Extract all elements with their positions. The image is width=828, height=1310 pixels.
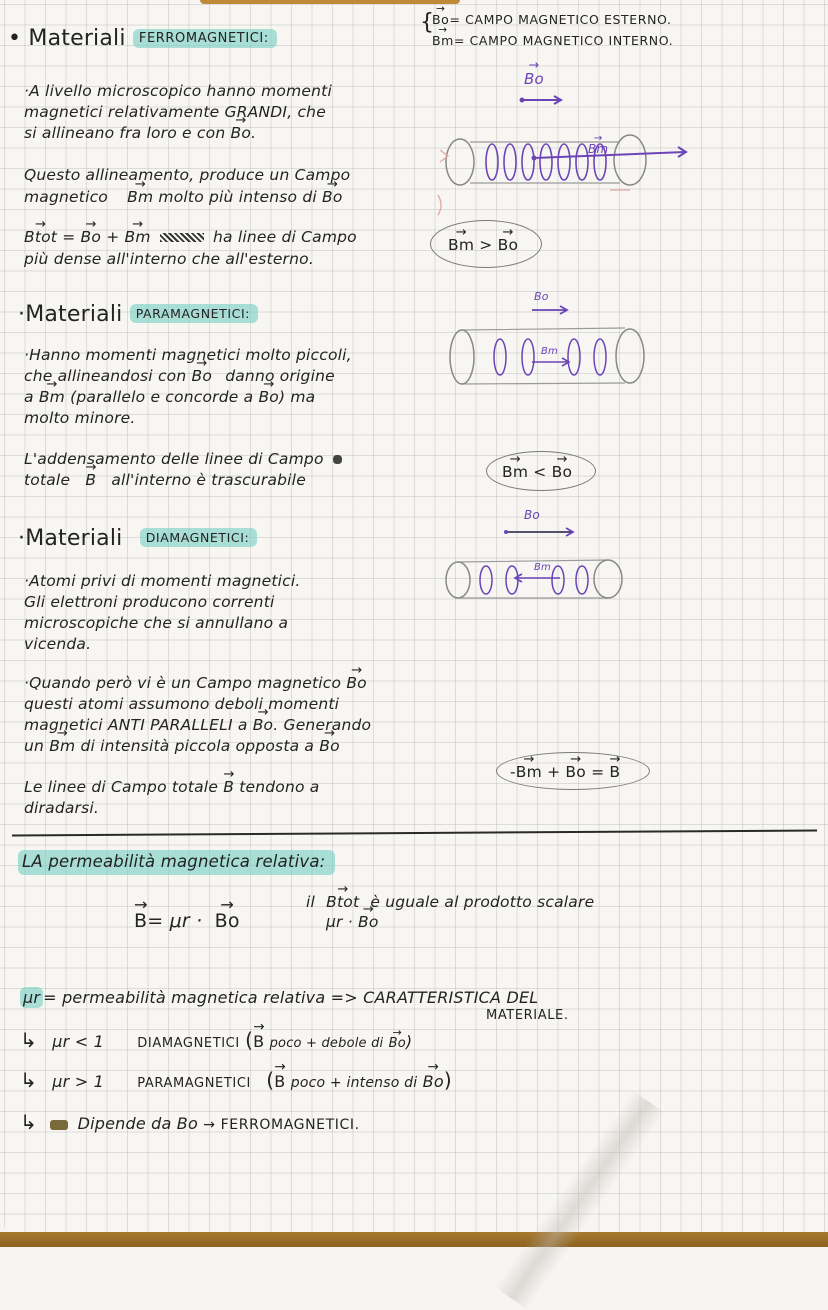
- ferro-p1-l3: [24, 124, 256, 142]
- vector-b0: → Bo: [358, 913, 379, 931]
- para-b0-label: Bo: [534, 290, 549, 303]
- ferro-p2-l1: Questo allineamento, produce un Campo: [24, 166, 351, 184]
- vector-b0: → Bo: [81, 228, 102, 246]
- vector-bm: → Bm: [502, 463, 528, 481]
- period: .: [251, 124, 257, 142]
- text: μr ·: [326, 913, 353, 931]
- dia-highlight: DIAMAGNETICI:: [140, 528, 258, 547]
- desk-edge-top: [200, 0, 460, 4]
- dia-bm-label: Bm: [534, 562, 552, 573]
- text: che allineandosi con: [24, 367, 187, 385]
- dia-relation: [510, 763, 620, 781]
- condition: μr > 1: [52, 1072, 104, 1091]
- brace-icon: {: [420, 10, 435, 35]
- vector-b0: → Bo: [423, 1072, 444, 1091]
- para-p2-l1: [24, 450, 342, 468]
- branch-arrow-icon: ↳: [20, 1068, 37, 1092]
- condition: μr < 1: [52, 1032, 104, 1051]
- vector-bm: → Bm: [127, 188, 153, 206]
- ferro-p1-l1: ·A livello microscopico hanno momenti: [24, 82, 332, 100]
- vector-b0: → Bo: [498, 236, 519, 254]
- legend-b0-definition: = CAMPO MAGNETICO ESTERNO.: [449, 12, 672, 27]
- text: all'interno è trascurabile: [111, 471, 306, 489]
- ferro-p3-l1: [24, 228, 357, 246]
- vector-b0: → Bo: [258, 388, 279, 406]
- case-diamagnetic: [20, 1028, 412, 1052]
- plus: +: [106, 228, 120, 246]
- vector-b0: → Bo: [346, 674, 367, 692]
- branch-arrow-icon: ↳: [20, 1028, 37, 1052]
- legend-bm-symbol: → Bm: [432, 33, 454, 48]
- dia-p2-l1: [24, 674, 367, 692]
- text: Le linee di Campo totale: [24, 778, 219, 796]
- dia-b0-label: Bo: [524, 508, 540, 522]
- minus: -: [510, 763, 516, 781]
- ferro-p3-l2: più dense all'interno che all'esterno.: [24, 250, 314, 268]
- vector-b0: → Bo: [552, 463, 573, 481]
- dia-solenoid-diagram: [436, 520, 626, 610]
- desk-edge-bottom: [0, 1232, 828, 1247]
- definition-text: = permeabilità magnetica relativa => CARATTERISTICA DEL: [43, 988, 539, 1007]
- vector-b0: → Bo: [192, 367, 213, 385]
- formula-mu: = μr ·: [147, 910, 203, 932]
- equals: =: [591, 763, 605, 781]
- scribble-icon: [333, 455, 342, 464]
- dia-p1-l1: ·Atomi privi di momenti magnetici.: [24, 572, 301, 590]
- vector-bm: → Bm: [588, 142, 608, 156]
- permeability-title: [18, 852, 335, 871]
- equals: =: [62, 228, 76, 246]
- text: magnetici ANTI PARALLELI a: [24, 716, 248, 734]
- para-solenoid-diagram: [440, 300, 640, 400]
- dia-p2-l2: questi atomi assumono deboli momenti: [24, 695, 340, 713]
- text: poco + debole di: [269, 1036, 384, 1051]
- ferro-b0-label: [524, 70, 544, 88]
- permeability-definition: [20, 988, 538, 1007]
- text: il: [306, 893, 316, 911]
- material-type: PARAMAGNETICI: [137, 1076, 251, 1091]
- para-heading: [18, 302, 258, 327]
- vector-bm: → Bm: [125, 228, 151, 246]
- dia-p1-l2: Gli elettroni producono correnti: [24, 593, 275, 611]
- para-p1-l1: ·Hanno momenti magnetici molto piccoli,: [24, 346, 352, 364]
- para-p1-l3: [24, 388, 315, 406]
- para-p2-l2: [24, 471, 306, 489]
- ferro-p2-l2-text: magnetico: [24, 188, 108, 206]
- vector-btot: → Btot: [326, 893, 359, 911]
- para-p1-l4: molto minore.: [24, 409, 136, 427]
- case-ferromagnetic: [20, 1110, 360, 1134]
- vector-bm: → Bm: [516, 763, 542, 781]
- vector-b0: → Bo: [524, 70, 544, 88]
- vector-b0: → Bo: [230, 124, 251, 142]
- paren: ): [405, 1032, 413, 1051]
- vector-b: → B: [223, 778, 234, 796]
- dia-p3-l2: diradarsi.: [24, 799, 100, 817]
- dia-p3-l1: [24, 778, 319, 796]
- mu-r-symbol: μr: [20, 987, 43, 1008]
- condition: Dipende da Bo: [77, 1114, 198, 1133]
- material-type: → FERROMAGNETICI.: [203, 1117, 360, 1133]
- text: un: [24, 737, 45, 755]
- scribble-icon: [50, 1120, 68, 1130]
- vector-bm: → Bm: [39, 388, 65, 406]
- vector-b: → B: [134, 910, 147, 932]
- vector-b: → B: [253, 1032, 264, 1051]
- legend-bm: [432, 33, 673, 48]
- vector-b: → B: [609, 763, 620, 781]
- ferro-p3-rest: ha linee di Campo: [212, 228, 357, 246]
- vector-btot: → Btot: [24, 228, 57, 246]
- vector-b0: → Bo: [215, 910, 240, 932]
- text: a: [24, 388, 34, 406]
- vector-b0: → Bo: [322, 188, 343, 206]
- greater-than: >: [479, 236, 493, 254]
- paren: (: [266, 1068, 275, 1092]
- text: di intensità piccola opposta a: [80, 737, 315, 755]
- permeability-formula: [134, 910, 240, 932]
- vector-b0: → Bo: [389, 1036, 406, 1051]
- ferro-heading: [8, 26, 277, 51]
- ferro-solenoid-diagram: [430, 90, 690, 220]
- vector-bm: → Bm: [49, 737, 75, 755]
- vector-b0: → Bo: [319, 737, 340, 755]
- ferro-highlight: FERROMAGNETICI:: [133, 29, 277, 48]
- branch-arrow-icon: ↳: [20, 1110, 37, 1134]
- para-highlight: PARAMAGNETICI:: [130, 304, 258, 323]
- para-bm-label: Bm: [541, 346, 559, 357]
- para-title: ·Materiali: [18, 302, 123, 327]
- ferro-p2-mid: molto più intenso di: [158, 188, 317, 206]
- scribble-icon: [160, 233, 204, 242]
- ferro-p1-l2: magnetici relativamente GRANDI, che: [24, 103, 326, 121]
- ferro-p2-l2: [24, 188, 343, 206]
- vector-b: → B: [274, 1072, 285, 1091]
- dia-p2-l4: [24, 737, 340, 755]
- vector-b0: → Bo: [565, 763, 586, 781]
- ferro-title: Materiali: [28, 26, 126, 51]
- paren: (: [245, 1028, 254, 1052]
- ferro-bm-label: [588, 142, 608, 156]
- case-paramagnetic: [20, 1068, 452, 1092]
- ferro-relation: [448, 236, 518, 254]
- permeability-note-l1: [306, 893, 594, 911]
- text: è uguale al prodotto scalare: [370, 893, 595, 911]
- less-than: <: [533, 463, 547, 481]
- text: danno origine: [225, 367, 335, 385]
- text: poco + intenso di: [290, 1075, 418, 1091]
- text: totale: [24, 471, 71, 489]
- legend-b0-symbol: → Bo: [432, 12, 449, 27]
- text: tendono a: [239, 778, 320, 796]
- para-relation: [502, 463, 572, 481]
- legend-bm-definition: = CAMPO MAGNETICO INTERNO.: [453, 33, 674, 48]
- plus: +: [547, 763, 561, 781]
- bullet: •: [8, 26, 22, 51]
- vector-bm: → Bm: [448, 236, 474, 254]
- permeability-definition-l2: MATERIALE.: [486, 1008, 569, 1023]
- vector-b: → B: [85, 471, 96, 489]
- dia-heading: [18, 526, 257, 551]
- paren: ): [443, 1068, 452, 1092]
- para-p1-l2: [24, 367, 335, 385]
- dia-title: ·Materiali: [18, 526, 123, 551]
- permeability-note-l2: [326, 913, 379, 931]
- legend-b0: [420, 10, 672, 35]
- vector-b0: → Bo: [253, 716, 274, 734]
- ferro-p1-l3-text: si allineano fra loro e con: [24, 124, 226, 142]
- material-type: DIAMAGNETICI: [137, 1036, 240, 1051]
- dia-p1-l4: vicenda.: [24, 635, 92, 653]
- permeability-highlight: LA permeabilità magnetica relativa:: [18, 850, 335, 875]
- text: ) ma: [279, 388, 316, 406]
- text: ·Quando però vi è un Campo magnetico: [24, 674, 342, 692]
- text: L'addensamento delle linee di Campo: [24, 450, 324, 468]
- dia-p1-l3: microscopiche che si annullano a: [24, 614, 289, 632]
- text: (parallelo e concorde a: [70, 388, 254, 406]
- text: . Generando: [273, 716, 372, 734]
